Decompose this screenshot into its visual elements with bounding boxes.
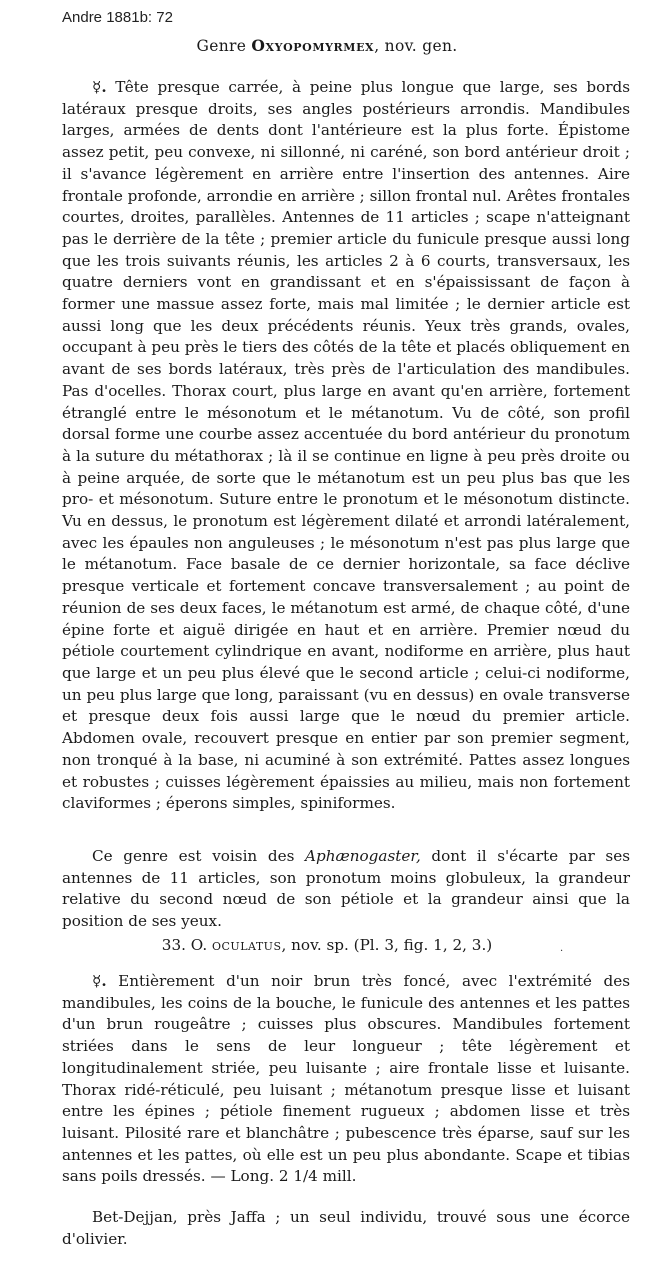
genus-description-text: Tête presque carrée, à peine plus longue que large, ses bords latéraux presque droits, ses angles postérieurs arrondis. Mandibules larges, armées de dents dont l'antérieure est la plus forte. Épistome assez petit, peu convexe, ni sillonné, ni caréné, son bord antérieur droit ; il s'avance légèrement en arrière entre l'insertion des antennes. Aire frontale profonde, arrondie en arrière ; sillon frontal nul. Arêtes frontales courtes, droites, parallèles. Antennes de 11 articles ; scape n'atteignant pas le derrière de la tête ; premier article du funicule presque aussi long que les trois suivants réunis, les articles 2 à 6 courts, transversaux, les quatre derniers vont en grandissant et en s'épaississant de façon à former une massue assez forte, mais mal limitée ; le dernier article est aussi long que les deux précédents réunis. Yeux très grands, ovales, occupant à peu près le tiers des côtés de la tête et placés obliquement en avant de ses bords latéraux, très près de l'articulation des mandibules. Pas d'ocelles. Thorax court, plus large en avant qu'en arrière, fortement étranglé entre le mésonotum et le métanotum. Vu de côté, son profil dorsal forme une courbe assez accentuée du bord antérieur du pronotum à la suture du métathorax ; là il se continue en ligne à peu près droite ou à peine arquée, de sorte que le métanotum est un peu plus bas que les pro- et mésonotum. Suture entre le pronotum et le mésonotum distincte. Vu en dessus, le pronotum est légèrement dilaté et arrondi latéralement, avec les épaules non anguleuses ; le mésonotum n'est pas plus large que le métanotum. Face basale de ce dernier horizontale, sa face déclive presque verticale et fortement concave transversalement ; au point de réunion de ses deux faces, le métanotum est armé, de chaque côté, d'une épine forte et aiguë dirigée en haut et en arrière. Premier nœud du pétiole courtement cylindrique en avant, nodiforme en arrière, plus haut que large et un peu plus élevé que le second article ; celui-ci nodiforme, un peu plus large que long, paraissant (vu en dessus) en ovale transverse et presque deux fois aussi large que le nœud du premier article. Abdomen ovale, recouvert presque en entier par son premier segment, non tronqué à la base, ni acuminé à son extrémité. Pattes assez longues et robustes ; cuisses légèrement épaissies au milieu, mais non fortement claviformes ; éperons simples, spiniformes. <box>62 78 630 813</box>
genus-name: Oxyopomyrmex <box>251 36 375 55</box>
species-heading <box>0 936 654 954</box>
genus-heading-prefix: Genre <box>196 37 252 55</box>
species-number: 33. O. <box>161 936 212 954</box>
species-description-paragraph <box>62 971 630 1188</box>
print-speck-icon: · <box>560 946 564 957</box>
locality-paragraph: Bet-Dejjan, près Jaffa ; un seul individu, trouvé sous une écorce d'olivier. <box>62 1208 630 1248</box>
species-name: oculatus <box>211 936 282 954</box>
comparison-after: dont il s'écarte par ses antennes de 11 articles, son pronotum moins globuleux, la grandeur relative du second nœud de son pétiole et la grandeur ainsi que la position de ses yeux. <box>62 847 630 931</box>
genus-description-paragraph <box>62 77 630 815</box>
worker-symbol-icon: ☿. <box>92 78 107 96</box>
comparison-genus: Aphænogaster, <box>305 847 421 865</box>
genus-heading <box>0 36 654 55</box>
comparison-before: Ce genre est voisin des <box>92 847 306 865</box>
worker-symbol-icon: ☿. <box>92 972 107 990</box>
genus-heading-suffix: , nov. gen. <box>374 37 458 55</box>
comparison-paragraph <box>62 846 630 933</box>
reference-label: Andre 1881b: 72 <box>62 9 173 26</box>
species-rest: , nov. sp. (Pl. 3, fig. 1, 2, 3.) <box>281 936 493 954</box>
species-description-text: Entièrement d'un noir brun très foncé, avec l'extrémité des mandibules, les coins de la bouche, le funicule des antennes et les pattes d'un brun rougeâtre ; cuisses plus obscures. Mandibules fortement striées dans le sens de leur longueur ; tête légèrement et longitudinalement striée, peu luisante ; aire frontale lisse et luisante. Thorax ridé-réticulé, peu luisant ; métanotum presque lisse et luisant entre les épines ; pétiole finement rugueux ; abdomen lisse et très luisant. Pilosité rare et blanchâtre ; pubescence très éparse, sauf sur les antennes et les pattes, où elle est un peu plus abondante. Scape et tibias sans poils dressés. — Long. 2 1/4 mill. <box>62 972 630 1186</box>
